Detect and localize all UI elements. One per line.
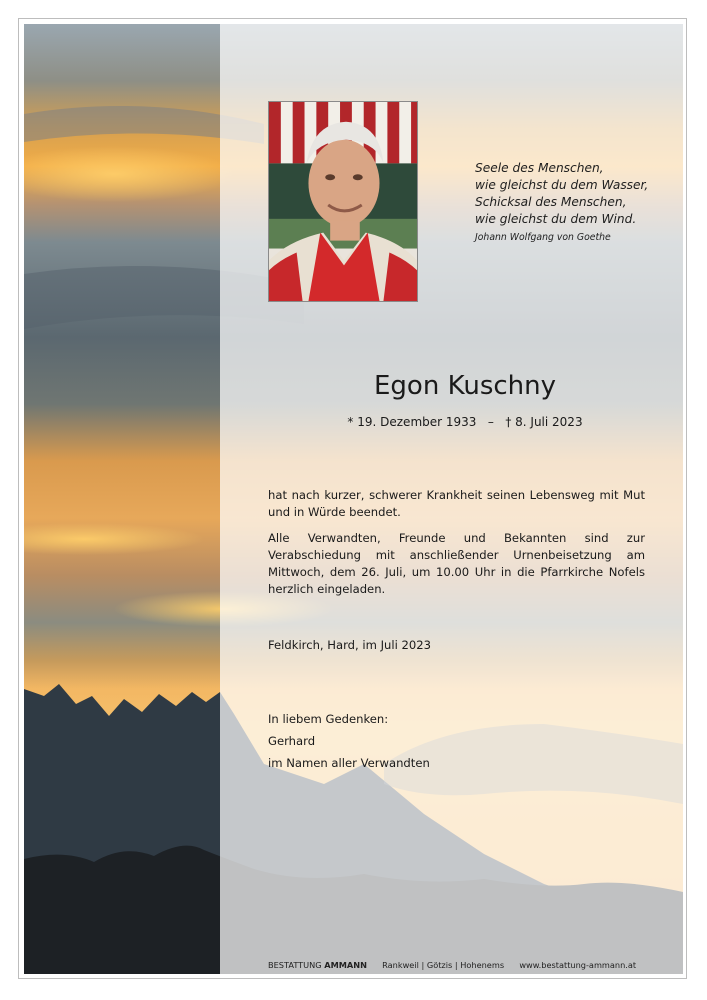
announcement-paragraph: hat nach kurzer, schwerer Krankheit seinen Lebensweg mit Mut und in Würde beendet. xyxy=(268,488,645,519)
deceased-name: Egon Kuschny xyxy=(374,371,556,401)
place-and-date: Feldkirch, Hard, im Juli 2023 xyxy=(268,638,432,652)
quote-author: Johann Wolfgang von Goethe xyxy=(475,232,611,243)
invitation-paragraph: Alle Verwandten, Freunde und Bekannten sind zur Verabschiedung mit anschließender Urnenbeisetzung am Mittwoch, dem 26. Juli, um 10.00 Uhr in die Pfarrkirche Nofels herzlich eingeladen. xyxy=(268,531,645,596)
quote-line: Seele des Menschen, xyxy=(475,161,604,175)
birth-date: * 19. Dezember 1933 xyxy=(347,415,477,429)
funeral-home-brand xyxy=(268,960,367,970)
date-separator: – xyxy=(487,415,494,429)
footer xyxy=(268,960,636,971)
life-dates xyxy=(268,414,662,430)
portrait-photo xyxy=(268,101,418,302)
signoff-relatives: im Namen aller Verwandten xyxy=(268,756,430,770)
poem-quote xyxy=(475,160,675,244)
quote-line: wie gleichst du dem Wasser, xyxy=(475,178,649,192)
obituary-card xyxy=(24,24,683,974)
signoff-name: Gerhard xyxy=(268,734,316,748)
quote-line: Schicksal des Menschen, xyxy=(475,195,627,209)
footer-locations: Rankweil | Götzis | Hohenems xyxy=(382,960,505,970)
signoff xyxy=(268,708,430,774)
footer-website[interactable]: www.bestattung-ammann.at xyxy=(519,960,637,970)
death-date: † 8. Juli 2023 xyxy=(505,415,583,429)
signoff-greeting: In liebem Gedenken: xyxy=(268,712,389,726)
brand-light: BESTATTUNG xyxy=(268,960,322,970)
brand-bold: AMMANN xyxy=(324,960,367,970)
quote-line: wie gleichst du dem Wind. xyxy=(475,212,637,226)
